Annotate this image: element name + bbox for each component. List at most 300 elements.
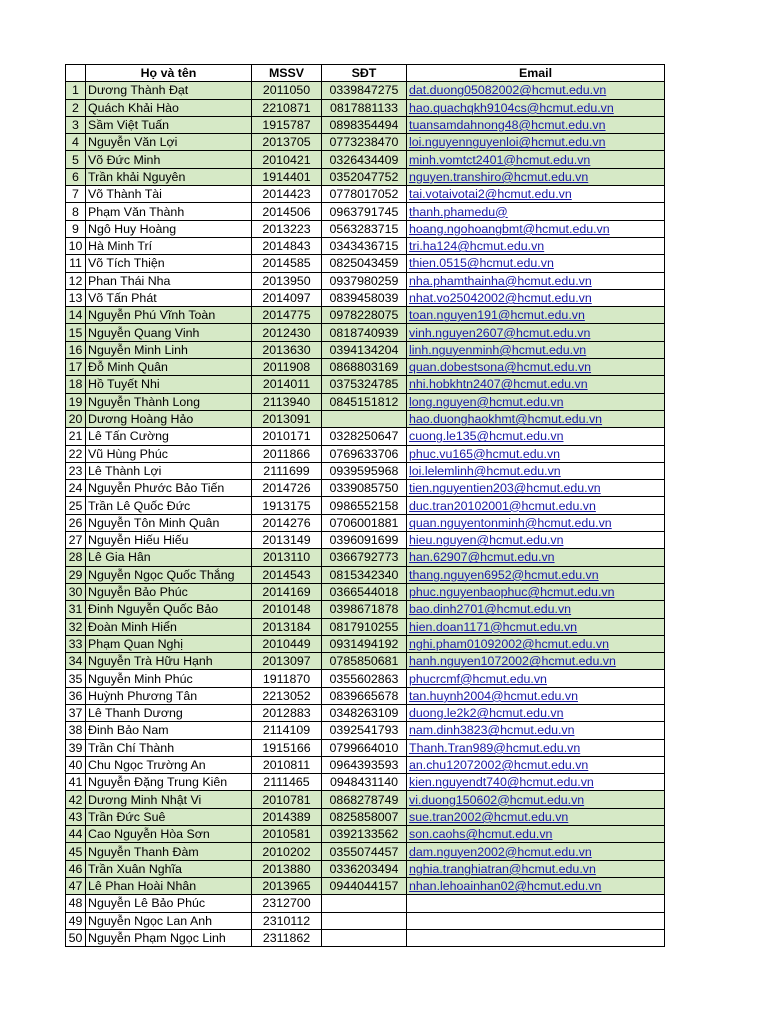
student-name: Võ Đức Minh: [86, 151, 252, 168]
row-index: 5: [66, 151, 86, 168]
email-link[interactable]: phucrcmf@hcmut.edu.vn: [407, 670, 665, 687]
email-link[interactable]: hao.duonghaokhmt@hcmut.edu.vn: [407, 410, 665, 427]
table-row: [66, 151, 665, 168]
student-name: Nguyễn Bảo Phúc: [86, 583, 252, 600]
table-row: [66, 393, 665, 410]
student-id: 2014097: [252, 289, 322, 306]
email-link[interactable]: tai.votaivotai2@hcmut.edu.vn: [407, 186, 665, 203]
phone-number: 0839458039: [322, 289, 407, 306]
table-row: [66, 877, 665, 894]
email-link[interactable]: vinh.nguyen2607@hcmut.edu.vn: [407, 324, 665, 341]
table-row: [66, 912, 665, 929]
student-name: Lê Thanh Dương: [86, 704, 252, 721]
row-index: 44: [66, 826, 86, 843]
email-link[interactable]: phuc.nguyenbaophuc@hcmut.edu.vn: [407, 583, 665, 600]
table-row: [66, 376, 665, 393]
phone-number: 0868803169: [322, 359, 407, 376]
student-id: 2010449: [252, 635, 322, 652]
table-row: [66, 168, 665, 185]
student-id: 1915787: [252, 116, 322, 133]
phone-number: 0785850681: [322, 653, 407, 670]
row-index: 39: [66, 739, 86, 756]
email-link[interactable]: sue.tran2002@hcmut.edu.vn: [407, 808, 665, 825]
student-id: 2014726: [252, 480, 322, 497]
phone-number: 0769633706: [322, 445, 407, 462]
student-name: Đinh Bảo Nam: [86, 722, 252, 739]
student-name: Trần khải Nguyên: [86, 168, 252, 185]
student-name: Lê Thành Lợi: [86, 462, 252, 479]
student-id: 2311862: [252, 929, 322, 946]
phone-number: 0339847275: [322, 82, 407, 99]
row-index: 35: [66, 670, 86, 687]
phone-number: 0964393593: [322, 756, 407, 773]
email-link[interactable]: thang.nguyen6952@hcmut.edu.vn: [407, 566, 665, 583]
phone-number: 0398671878: [322, 601, 407, 618]
phone-number: 0348263109: [322, 704, 407, 721]
phone-number: 0815342340: [322, 566, 407, 583]
student-name: Trần Lê Quốc Đức: [86, 497, 252, 514]
email-link[interactable]: nguyen.transhiro@hcmut.edu.vn: [407, 168, 665, 185]
email-link[interactable]: vi.duong150602@hcmut.edu.vn: [407, 791, 665, 808]
row-index: 19: [66, 393, 86, 410]
table-row: [66, 791, 665, 808]
student-name: Nguyễn Ngọc Lan Anh: [86, 912, 252, 929]
email-link[interactable]: nam.dinh3823@hcmut.edu.vn: [407, 722, 665, 739]
email-link[interactable]: nhi.hobkhtn2407@hcmut.edu.vn: [407, 376, 665, 393]
student-name: Ngô Huy Hoàng: [86, 220, 252, 237]
table-row: [66, 722, 665, 739]
student-id: 2013223: [252, 220, 322, 237]
header-mssv: MSSV: [252, 65, 322, 82]
row-index: 33: [66, 635, 86, 652]
phone-number: 0706001881: [322, 514, 407, 531]
table-row: [66, 341, 665, 358]
row-index: 37: [66, 704, 86, 721]
table-row: [66, 99, 665, 116]
table-row: [66, 359, 665, 376]
student-id: 1914401: [252, 168, 322, 185]
student-id: 2014389: [252, 808, 322, 825]
email-link[interactable]: nghi.pham01092002@hcmut.edu.vn: [407, 635, 665, 652]
table-row: [66, 220, 665, 237]
phone-number: 0839665678: [322, 687, 407, 704]
student-name: Dương Thành Đạt: [86, 82, 252, 99]
student-name: Trần Chí Thành: [86, 739, 252, 756]
phone-number: 0773238470: [322, 134, 407, 151]
student-name: Võ Tấn Phát: [86, 289, 252, 306]
student-name: Nguyễn Hiếu Hiếu: [86, 532, 252, 549]
student-name: Nguyễn Phạm Ngọc Linh: [86, 929, 252, 946]
student-name: Lê Phan Hoài Nhân: [86, 877, 252, 894]
phone-number: 0868278749: [322, 791, 407, 808]
table-row: [66, 307, 665, 324]
table-row: [66, 462, 665, 479]
row-index: 46: [66, 860, 86, 877]
phone-number: 0817881133: [322, 99, 407, 116]
student-name: Đinh Nguyễn Quốc Bảo: [86, 601, 252, 618]
row-index: 22: [66, 445, 86, 462]
email-link[interactable]: thien.0515@hcmut.edu.vn: [407, 255, 665, 272]
student-name: Đỗ Minh Quân: [86, 359, 252, 376]
student-name: Nguyễn Trà Hữu Hạnh: [86, 653, 252, 670]
roster-body: [66, 82, 665, 947]
student-id: 2111699: [252, 462, 322, 479]
table-row: [66, 186, 665, 203]
table-row: [66, 532, 665, 549]
student-id: 2114109: [252, 722, 322, 739]
student-id: 2013630: [252, 341, 322, 358]
email-link[interactable]: nghia.tranghiatran@hcmut.edu.vn: [407, 860, 665, 877]
phone-number: 0937980259: [322, 272, 407, 289]
student-id: 2014543: [252, 566, 322, 583]
student-id: 2312700: [252, 895, 322, 912]
email-link[interactable]: quan.dobestsona@hcmut.edu.vn: [407, 359, 665, 376]
row-index: 28: [66, 549, 86, 566]
phone-number: 0394134204: [322, 341, 407, 358]
email-link[interactable]: hao.quachqkh9104cs@hcmut.edu.vn: [407, 99, 665, 116]
student-id: 1915166: [252, 739, 322, 756]
table-row: [66, 895, 665, 912]
student-id: 2014585: [252, 255, 322, 272]
table-row: [66, 255, 665, 272]
student-id: 2010202: [252, 843, 322, 860]
email-link[interactable]: han.62907@hcmut.edu.vn: [407, 549, 665, 566]
email-link[interactable]: duc.tran20102001@hcmut.edu.vn: [407, 497, 665, 514]
phone-number: 0326434409: [322, 151, 407, 168]
student-id: 2013149: [252, 532, 322, 549]
student-name: Nguyễn Ngọc Quốc Thắng: [86, 566, 252, 583]
student-id: 2010421: [252, 151, 322, 168]
row-index: 34: [66, 653, 86, 670]
row-index: 9: [66, 220, 86, 237]
email-link[interactable]: hanh.nguyen1072002@hcmut.edu.vn: [407, 653, 665, 670]
row-index: 25: [66, 497, 86, 514]
student-name: Trần Đức Suê: [86, 808, 252, 825]
row-index: 40: [66, 756, 86, 773]
phone-number: 0944044157: [322, 877, 407, 894]
table-row: [66, 583, 665, 600]
table-row: [66, 237, 665, 254]
row-index: 12: [66, 272, 86, 289]
table-row: [66, 445, 665, 462]
table-row: [66, 670, 665, 687]
table-row: [66, 704, 665, 721]
table-row: [66, 289, 665, 306]
row-index: 42: [66, 791, 86, 808]
table-row: [66, 324, 665, 341]
table-row: [66, 272, 665, 289]
row-index: 17: [66, 359, 86, 376]
row-index: 45: [66, 843, 86, 860]
row-index: 3: [66, 116, 86, 133]
student-name: Quách Khải Hào: [86, 99, 252, 116]
email-link[interactable]: nha.phamthainha@hcmut.edu.vn: [407, 272, 665, 289]
student-name: Dương Hoàng Hảo: [86, 410, 252, 427]
header-row: [66, 65, 665, 82]
phone-number: 0328250647: [322, 428, 407, 445]
row-index: 21: [66, 428, 86, 445]
table-row: [66, 549, 665, 566]
student-id: 2111465: [252, 774, 322, 791]
table-row: [66, 134, 665, 151]
table-row: [66, 739, 665, 756]
row-index: 43: [66, 808, 86, 825]
email-link: [407, 929, 665, 946]
header-email: Email: [407, 65, 665, 82]
student-name: Nguyễn Quang Vinh: [86, 324, 252, 341]
table-row: [66, 774, 665, 791]
phone-number: 0563283715: [322, 220, 407, 237]
phone-number: 0948431140: [322, 774, 407, 791]
student-id: 2010171: [252, 428, 322, 445]
table-row: [66, 929, 665, 946]
email-link[interactable]: quan.nguyentonminh@hcmut.edu.vn: [407, 514, 665, 531]
email-link[interactable]: hien.doan1171@hcmut.edu.vn: [407, 618, 665, 635]
student-id: 1913175: [252, 497, 322, 514]
phone-number: 0963791745: [322, 203, 407, 220]
phone-number: 0355074457: [322, 843, 407, 860]
phone-number: 0366792773: [322, 549, 407, 566]
student-name: Nguyễn Tôn Minh Quân: [86, 514, 252, 531]
email-link[interactable]: nhan.lehoainhan02@hcmut.edu.vn: [407, 877, 665, 894]
table-row: [66, 756, 665, 773]
row-index: 8: [66, 203, 86, 220]
table-row: [66, 566, 665, 583]
student-id: 2013110: [252, 549, 322, 566]
table-row: [66, 203, 665, 220]
student-name: Nguyễn Phước Bảo Tiến: [86, 480, 252, 497]
phone-number: 0352047752: [322, 168, 407, 185]
email-link[interactable]: minh.vomtct2401@hcmut.edu.vn: [407, 151, 665, 168]
phone-number: 0825043459: [322, 255, 407, 272]
table-row: [66, 687, 665, 704]
student-name: Lê Gia Hân: [86, 549, 252, 566]
student-name: Phan Thái Nha: [86, 272, 252, 289]
student-id: 2213052: [252, 687, 322, 704]
email-link[interactable]: dam.nguyen2002@hcmut.edu.vn: [407, 843, 665, 860]
row-index: 4: [66, 134, 86, 151]
email-link[interactable]: thanh.phamedu@: [407, 203, 665, 220]
row-index: 29: [66, 566, 86, 583]
student-name: Phạm Quan Nghị: [86, 635, 252, 652]
student-id: 2012430: [252, 324, 322, 341]
table-row: [66, 826, 665, 843]
phone-number: 0986552158: [322, 497, 407, 514]
student-name: Phạm Văn Thành: [86, 203, 252, 220]
phone-number: [322, 929, 407, 946]
row-index: 26: [66, 514, 86, 531]
row-index: 11: [66, 255, 86, 272]
student-id: 2011866: [252, 445, 322, 462]
student-id: 2012883: [252, 704, 322, 721]
student-name: Dương Minh Nhật Vi: [86, 791, 252, 808]
phone-number: 0355602863: [322, 670, 407, 687]
table-row: [66, 116, 665, 133]
header-phone: SĐT: [322, 65, 407, 82]
student-name: Vũ Hùng Phúc: [86, 445, 252, 462]
row-index: 10: [66, 237, 86, 254]
row-index: 30: [66, 583, 86, 600]
email-link[interactable]: tien.nguyentien203@hcmut.edu.vn: [407, 480, 665, 497]
student-id: 2014843: [252, 237, 322, 254]
email-link: [407, 912, 665, 929]
student-name: Nguyễn Minh Linh: [86, 341, 252, 358]
row-index: 48: [66, 895, 86, 912]
student-id: 2014775: [252, 307, 322, 324]
row-index: 38: [66, 722, 86, 739]
student-name: Nguyễn Đặng Trung Kiên: [86, 774, 252, 791]
email-link[interactable]: dat.duong05082002@hcmut.edu.vn: [407, 82, 665, 99]
row-index: 13: [66, 289, 86, 306]
table-row: [66, 653, 665, 670]
phone-number: 0898354494: [322, 116, 407, 133]
phone-number: 0336203494: [322, 860, 407, 877]
table-row: [66, 480, 665, 497]
student-id: 2011908: [252, 359, 322, 376]
student-name: Chu Ngọc Trường An: [86, 756, 252, 773]
email-link[interactable]: hieu.nguyen@hcmut.edu.vn: [407, 532, 665, 549]
student-name: Nguyễn Minh Phúc: [86, 670, 252, 687]
table-row: [66, 843, 665, 860]
email-link[interactable]: toan.nguyen191@hcmut.edu.vn: [407, 307, 665, 324]
row-index: 16: [66, 341, 86, 358]
student-id: 2210871: [252, 99, 322, 116]
email-link[interactable]: tan.huynh2004@hcmut.edu.vn: [407, 687, 665, 704]
email-link[interactable]: nhat.vo25042002@hcmut.edu.vn: [407, 289, 665, 306]
student-id: 2010811: [252, 756, 322, 773]
phone-number: [322, 912, 407, 929]
student-roster-table: [65, 64, 665, 947]
email-link[interactable]: son.caohs@hcmut.edu.vn: [407, 826, 665, 843]
email-link[interactable]: loi.lelemlinh@hcmut.edu.vn: [407, 462, 665, 479]
email-link[interactable]: Thanh.Tran989@hcmut.edu.vn: [407, 739, 665, 756]
email-link[interactable]: kien.nguyendt740@hcmut.edu.vn: [407, 774, 665, 791]
student-id: 2011050: [252, 82, 322, 99]
email-link[interactable]: tuansamdahnong48@hcmut.edu.vn: [407, 116, 665, 133]
phone-number: 0343436715: [322, 237, 407, 254]
student-id: 2013950: [252, 272, 322, 289]
row-index: 31: [66, 601, 86, 618]
phone-number: [322, 895, 407, 912]
row-index: 20: [66, 410, 86, 427]
email-link[interactable]: hoang.ngohoangbmt@hcmut.edu.vn: [407, 220, 665, 237]
row-index: 15: [66, 324, 86, 341]
phone-number: 0825858007: [322, 808, 407, 825]
row-index: 32: [66, 618, 86, 635]
row-index: 49: [66, 912, 86, 929]
student-name: Nguyễn Thanh Đàm: [86, 843, 252, 860]
row-index: 6: [66, 168, 86, 185]
student-name: Hà Minh Trí: [86, 237, 252, 254]
student-name: Nguyễn Lê Bảo Phúc: [86, 895, 252, 912]
student-id: 2013705: [252, 134, 322, 151]
email-link[interactable]: duong.le2k2@hcmut.edu.vn: [407, 704, 665, 721]
phone-number: [322, 410, 407, 427]
table-row: [66, 635, 665, 652]
student-id: 2013184: [252, 618, 322, 635]
table-row: [66, 410, 665, 427]
table-row: [66, 514, 665, 531]
student-id: 2014506: [252, 203, 322, 220]
row-index: 47: [66, 877, 86, 894]
email-link[interactable]: phuc.vu165@hcmut.edu.vn: [407, 445, 665, 462]
row-index: 24: [66, 480, 86, 497]
row-index: 1: [66, 82, 86, 99]
student-name: Cao Nguyễn Hòa Sơn: [86, 826, 252, 843]
phone-number: 0818740939: [322, 324, 407, 341]
email-link[interactable]: loi.nguyennguyenloi@hcmut.edu.vn: [407, 134, 665, 151]
row-index: 41: [66, 774, 86, 791]
email-link[interactable]: an.chu12072002@hcmut.edu.vn: [407, 756, 665, 773]
header-index: [66, 65, 86, 82]
row-index: 50: [66, 929, 86, 946]
table-row: [66, 808, 665, 825]
student-name: Huỳnh Phương Tân: [86, 687, 252, 704]
row-index: 2: [66, 99, 86, 116]
row-index: 18: [66, 376, 86, 393]
email-link: [407, 895, 665, 912]
table-row: [66, 497, 665, 514]
student-id: 2013091: [252, 410, 322, 427]
student-id: 2010581: [252, 826, 322, 843]
table-row: [66, 428, 665, 445]
student-name: Nguyễn Văn Lợi: [86, 134, 252, 151]
student-id: 2014423: [252, 186, 322, 203]
phone-number: 0392541793: [322, 722, 407, 739]
student-id: 2014169: [252, 583, 322, 600]
student-id: 2013097: [252, 653, 322, 670]
phone-number: 0392133562: [322, 826, 407, 843]
table-row: [66, 82, 665, 99]
email-link[interactable]: linh.nguyenminh@hcmut.edu.vn: [407, 341, 665, 358]
student-id: 2310112: [252, 912, 322, 929]
row-index: 14: [66, 307, 86, 324]
student-name: Nguyễn Phú Vĩnh Toàn: [86, 307, 252, 324]
student-name: Trần Xuân Nghĩa: [86, 860, 252, 877]
student-id: 2010781: [252, 791, 322, 808]
student-id: 2014276: [252, 514, 322, 531]
phone-number: 0845151812: [322, 393, 407, 410]
student-name: Võ Tích Thiện: [86, 255, 252, 272]
phone-number: 0339085750: [322, 480, 407, 497]
student-name: Nguyễn Thành Long: [86, 393, 252, 410]
row-index: 7: [66, 186, 86, 203]
email-link[interactable]: tri.ha124@hcmut.edu.vn: [407, 237, 665, 254]
student-name: Lê Tấn Cường: [86, 428, 252, 445]
phone-number: 0799664010: [322, 739, 407, 756]
student-id: 2013965: [252, 877, 322, 894]
phone-number: 0396091699: [322, 532, 407, 549]
table-row: [66, 618, 665, 635]
student-id: 2014011: [252, 376, 322, 393]
student-name: Võ Thành Tài: [86, 186, 252, 203]
phone-number: 0978228075: [322, 307, 407, 324]
phone-number: 0939595968: [322, 462, 407, 479]
row-index: 27: [66, 532, 86, 549]
student-name: Sầm Việt Tuấn: [86, 116, 252, 133]
student-id: 2010148: [252, 601, 322, 618]
email-link[interactable]: cuong.le135@hcmut.edu.vn: [407, 428, 665, 445]
table-row: [66, 601, 665, 618]
phone-number: 0817910255: [322, 618, 407, 635]
table-row: [66, 860, 665, 877]
student-id: 2013880: [252, 860, 322, 877]
phone-number: 0366544018: [322, 583, 407, 600]
email-link[interactable]: bao.dinh2701@hcmut.edu.vn: [407, 601, 665, 618]
student-name: Hồ Tuyết Nhi: [86, 376, 252, 393]
row-index: 36: [66, 687, 86, 704]
email-link[interactable]: long.nguyen@hcmut.edu.vn: [407, 393, 665, 410]
